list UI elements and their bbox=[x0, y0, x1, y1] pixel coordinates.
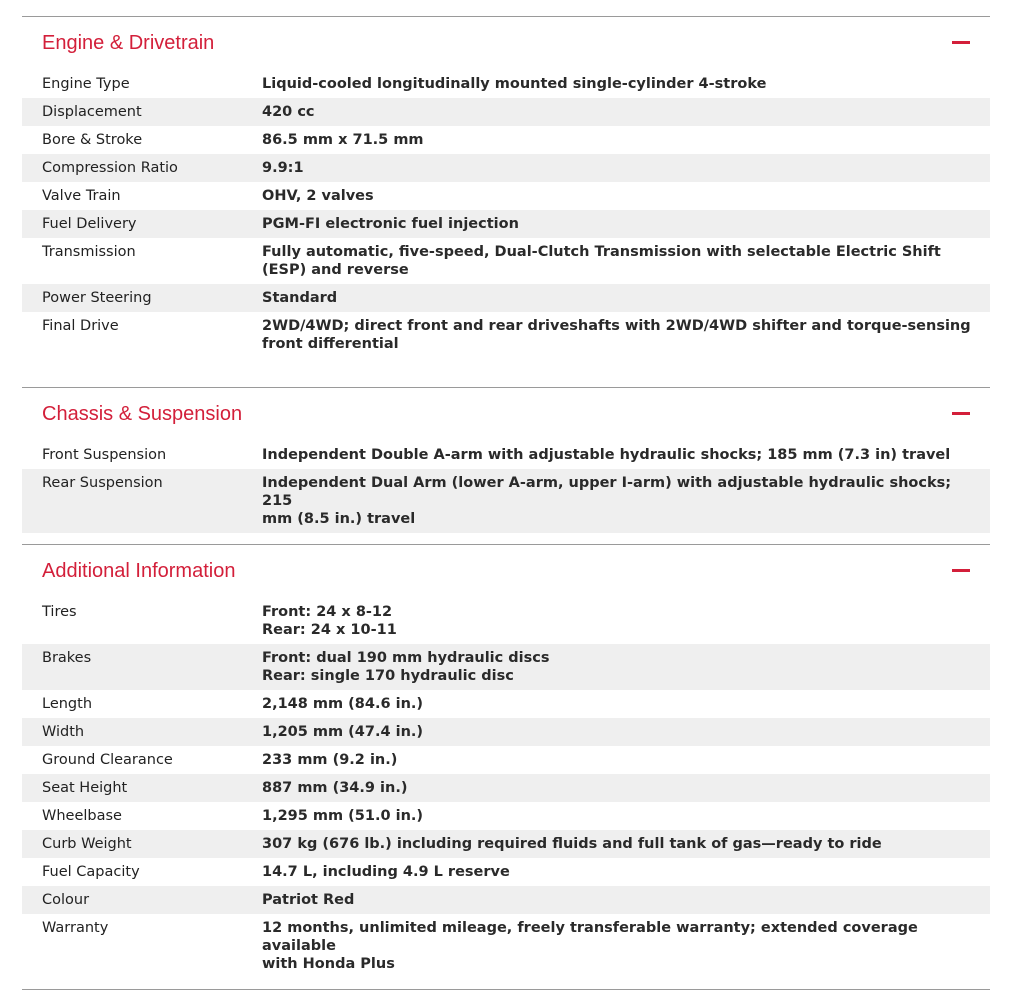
spec-value: Standard bbox=[262, 290, 338, 306]
spec-value: 2WD/4WD; direct front and rear driveshafts with 2WD/4WD shifter and torque-sensing front differential bbox=[262, 318, 971, 352]
spec-value: PGM-FI electronic fuel injection bbox=[262, 216, 519, 232]
spec-row bbox=[22, 830, 990, 858]
spec-label: Colour bbox=[42, 892, 90, 908]
spec-row bbox=[22, 858, 990, 886]
bottom-divider bbox=[22, 989, 990, 990]
spec-table bbox=[22, 70, 990, 358]
collapse-minus-icon[interactable] bbox=[952, 41, 970, 44]
collapse-minus-icon[interactable] bbox=[952, 569, 970, 572]
spec-value: 1,295 mm (51.0 in.) bbox=[262, 808, 424, 824]
spec-row bbox=[22, 126, 990, 154]
spec-value: 12 months, unlimited mileage, freely transferable warranty; extended coverage available with Honda Plus bbox=[262, 920, 918, 972]
section-engine-drivetrain bbox=[22, 16, 990, 352]
spec-value: OHV, 2 valves bbox=[262, 188, 374, 204]
spec-row bbox=[22, 210, 990, 238]
spec-row bbox=[22, 598, 990, 644]
spec-row bbox=[22, 182, 990, 210]
section-title: Chassis & Suspension bbox=[42, 403, 243, 425]
spec-label: Displacement bbox=[42, 104, 142, 120]
spec-label: Rear Suspension bbox=[42, 475, 163, 491]
spec-label: Ground Clearance bbox=[42, 752, 173, 768]
section-title: Additional Information bbox=[42, 560, 236, 582]
spec-row bbox=[22, 312, 990, 358]
spec-row bbox=[22, 802, 990, 830]
spec-label: Bore & Stroke bbox=[42, 132, 143, 148]
spec-row bbox=[22, 914, 990, 978]
spec-label: Wheelbase bbox=[42, 808, 122, 824]
spec-value: Fully automatic, five-speed, Dual-Clutch Transmission with selectable Electric Shift (ESP) and reverse bbox=[262, 244, 941, 278]
spec-value: 1,205 mm (47.4 in.) bbox=[262, 724, 424, 740]
spec-value: 9.9:1 bbox=[262, 160, 304, 176]
spec-value: Front: 24 x 8-12 Rear: 24 x 10-11 bbox=[262, 604, 397, 638]
section-additional-information bbox=[22, 544, 990, 972]
spec-label: Fuel Delivery bbox=[42, 216, 137, 232]
spec-value: 420 cc bbox=[262, 104, 315, 120]
spec-value: Front: dual 190 mm hydraulic discs Rear: single 170 hydraulic disc bbox=[262, 650, 550, 684]
spec-row bbox=[22, 644, 990, 690]
spec-label: Fuel Capacity bbox=[42, 864, 140, 880]
spec-table bbox=[22, 441, 990, 533]
spec-label: Brakes bbox=[42, 650, 92, 666]
spec-row bbox=[22, 154, 990, 182]
spec-value: 233 mm (9.2 in.) bbox=[262, 752, 398, 768]
spec-value: Patriot Red bbox=[262, 892, 355, 908]
spec-table bbox=[22, 598, 990, 978]
spec-label: Valve Train bbox=[42, 188, 121, 204]
spec-label: Length bbox=[42, 696, 93, 712]
spec-label: Front Suspension bbox=[42, 447, 167, 463]
spec-row bbox=[22, 70, 990, 98]
spec-row bbox=[22, 469, 990, 533]
spec-value: 307 kg (676 lb.) including required fluids and full tank of gas—ready to ride bbox=[262, 836, 882, 852]
spec-label: Curb Weight bbox=[42, 836, 132, 852]
spec-label: Tires bbox=[42, 604, 77, 620]
spec-value: Independent Dual Arm (lower A-arm, upper I-arm) with adjustable hydraulic shocks; 215 mm (8.5 in.) travel bbox=[262, 475, 952, 527]
section-title: Engine & Drivetrain bbox=[42, 32, 215, 54]
spec-label: Final Drive bbox=[42, 318, 119, 334]
spec-label: Warranty bbox=[42, 920, 109, 936]
spec-value: Independent Double A-arm with adjustable hydraulic shocks; 185 mm (7.3 in) travel bbox=[262, 447, 951, 463]
spec-value: 887 mm (34.9 in.) bbox=[262, 780, 408, 796]
spec-row bbox=[22, 718, 990, 746]
spec-row bbox=[22, 886, 990, 914]
spec-value: 2,148 mm (84.6 in.) bbox=[262, 696, 424, 712]
spec-label: Compression Ratio bbox=[42, 160, 178, 176]
spec-label: Width bbox=[42, 724, 85, 740]
spec-row bbox=[22, 238, 990, 284]
spec-row bbox=[22, 746, 990, 774]
spec-row bbox=[22, 690, 990, 718]
spec-label: Power Steering bbox=[42, 290, 152, 306]
spec-label: Engine Type bbox=[42, 76, 130, 92]
spec-row bbox=[22, 98, 990, 126]
collapse-minus-icon[interactable] bbox=[952, 412, 970, 415]
spec-row bbox=[22, 774, 990, 802]
spec-value: 14.7 L, including 4.9 L reserve bbox=[262, 864, 510, 880]
spec-label: Seat Height bbox=[42, 780, 128, 796]
spec-value: Liquid-cooled longitudinally mounted single-cylinder 4-stroke bbox=[262, 76, 767, 92]
spec-row bbox=[22, 284, 990, 312]
section-chassis-suspension bbox=[22, 387, 990, 527]
spec-label: Transmission bbox=[42, 244, 136, 260]
spec-row bbox=[22, 441, 990, 469]
spec-value: 86.5 mm x 71.5 mm bbox=[262, 132, 424, 148]
